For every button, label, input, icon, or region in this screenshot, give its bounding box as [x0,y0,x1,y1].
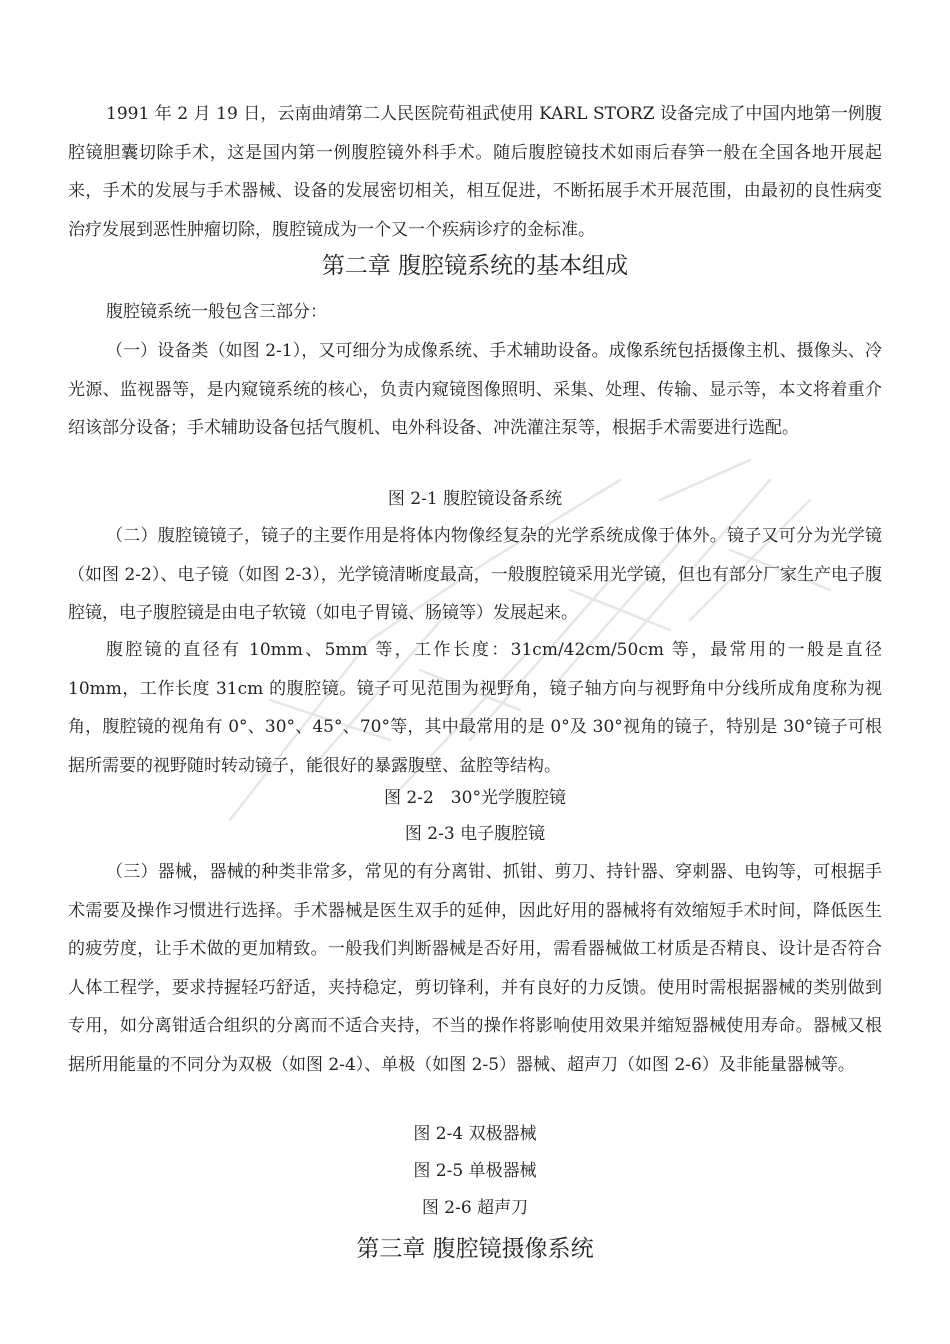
equipment-paragraph: （一）设备类（如图 2-1），又可细分为成像系统、手术辅助设备。成像系统包括摄像主机、摄像头、冷光源、监视器等，是内窥镜系统的核心，负责内窥镜图像照明、采集、处理、传输、显示等，本文将着重介绍该部分设备；手术辅助设备包括气腹机、电外科设备、冲洗灌注泵等，根据手术需要进行选配。 [68,341,882,438]
chapter-2-heading: 第二章 腹腔镜系统的基本组成 [321,253,629,279]
system-intro-paragraph: 腹腔镜系统一般包含三部分： [106,302,327,322]
chapter-3-heading: 第三章 腹腔镜摄像系统 [356,1236,594,1262]
figure-2-6-caption: 图 2-6 超声刀 [421,1198,529,1218]
figure-2-4-caption: 图 2-4 双极器械 [413,1124,537,1144]
figure-2-3-caption: 图 2-3 电子腹腔镜 [404,824,546,844]
figure-2-5-caption: 图 2-5 单极器械 [413,1161,537,1181]
instruments-paragraph: （三）器械，器械的种类非常多，常见的有分离钳、抓钳、剪刀、持针器、穿刺器、电钩等，可根据手术需要及操作习惯进行选择。手术器械是医生双手的延伸，因此好用的器械将有效缩短手术时间，降低医生的疲劳度，让手术做的更加精致。一般我们判断器械是否好用，需看器械做工材质是否精良、设计是否符合人体工程学，要求持握轻巧舒适，夹持稳定，剪切锋利，并有良好的力反馈。使用时需根据器械的类别做到专用，如分离钳适合组织的分离而不适合夹持，不当的操作将影响使用效果并缩短器械使用寿命。器械又根据所用能量的不同分为双极（如图 2-4）、单极（如图 2-5）器械、超声刀（如图 2-6）及非能量器械等。 [68,862,882,1075]
diameter-paragraph: 腹腔镜的直径有 10mm、5mm 等，工作长度：31cm/42cm/50cm 等，最常用的一般是直径 10mm，工作长度 31cm 的腹腔镜。镜子可见范围为视野角，镜子轴方向与视野角中分线所成角度称为视角，腹腔镜的视角有 0°、30°、45°、70°等，其中最常用的是 0°及 30°视角的镜子，特别是 30°镜子可根据所需要的视野随时转动镜子，能很好的暴露腹壁、盆腔等结构。 [68,640,882,776]
intro-paragraph: 1991 年 2 月 19 日，云南曲靖第二人民医院荀祖武使用 KARL STORZ 设备完成了中国内地第一例腹腔镜胆囊切除手术，这是国内第一例腹腔镜外科手术。随后腹腔镜技术如雨后春笋一般在全国各地开展起来，手术的发展与手术器械、设备的发展密切相关，相互促进，不断拓展手术开展范围，由最初的良性病变治疗发展到恶性肿瘤切除，腹腔镜成为一个又一个疾病诊疗的金标准。 [68,104,882,240]
scope-paragraph: （二）腹腔镜镜子，镜子的主要作用是将体内物像经复杂的光学系统成像于体外。镜子又可分为光学镜（如图 2-2）、电子镜（如图 2-3），光学镜清晰度最高，一般腹腔镜采用光学镜，但也有部分厂家生产电子腹腔镜，电子腹腔镜是由电子软镜（如电子胃镜、肠镜等）发展起来。 [68,526,882,623]
figure-2-1-caption: 图 2-1 腹腔镜设备系统 [387,489,563,509]
figure-2-2-caption: 图 2-2 30°光学腹腔镜 [384,788,566,808]
